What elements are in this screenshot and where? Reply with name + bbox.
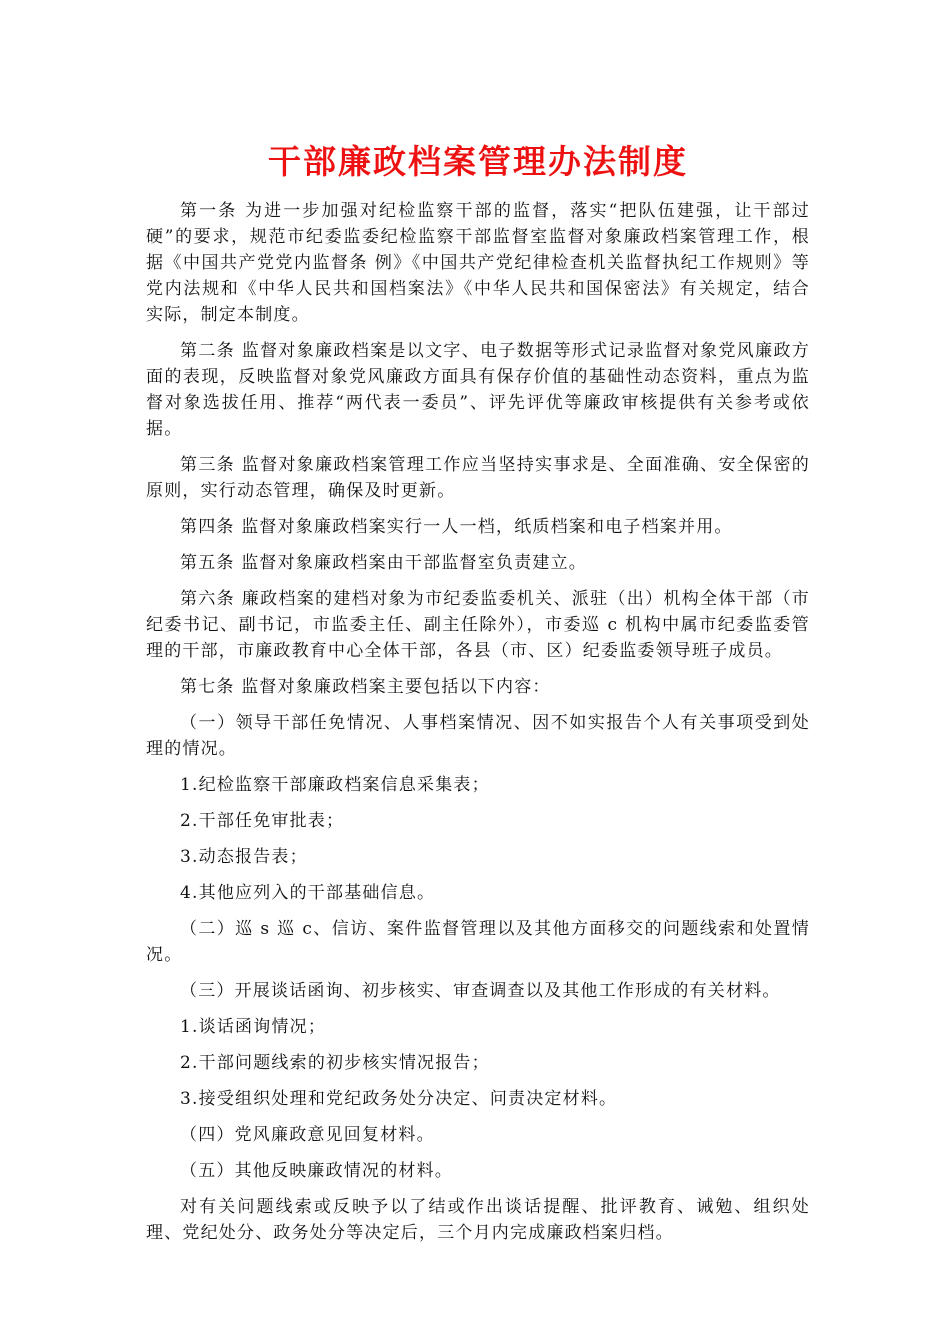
document-title: 干部廉政档案管理办法制度 bbox=[268, 142, 688, 181]
article-1: 第一条 为进一步加强对纪检监察干部的监督，落实“把队伍建强，让干部过硬”的要求，规范市纪委监委纪检监察干部监督室监督对象廉政档案管理工作，根据《中国共产党党内监督条 例》《中国共产党纪律检查机关监督执纪工作规则》等党内法规和《中华人民共和国档案法》《中华人民共和国保密法》有关规定，结合实际，制定本制度。 bbox=[146, 201, 810, 325]
section-5: （五）其他反映廉政情况的材料。 bbox=[180, 1161, 453, 1181]
list-item: 4.其他应列入的干部基础信息。 bbox=[180, 883, 436, 903]
article-4: 第四条 监督对象廉政档案实行一人一档，纸质档案和电子档案并用。 bbox=[180, 517, 733, 537]
list-item: 2.干部任免审批表； bbox=[180, 811, 345, 831]
document-page bbox=[146, 140, 810, 1256]
article-2: 第二条 监督对象廉政档案是以文字、电子数据等形式记录监督对象党风廉政方面的表现，反映监督对象党风廉政方面具有保存价值的基础性动态资料，重点为监督对象选拔任用、推荐“两代表一委员”、评先评优等廉政审核提供有关参考或依据。 bbox=[146, 341, 810, 439]
article-6: 第六条 廉政档案的建档对象为市纪委监委机关、派驻（出）机构全体干部（市纪委书记、副书记，市监委主任、副主任除外），市委巡 c 机构中属市纪委监委管理的干部，市廉政教育中心全体干部，各县（市、区）纪委监委领导班子成员。 bbox=[146, 589, 810, 661]
section-4: （四）党风廉政意见回复材料。 bbox=[180, 1125, 435, 1145]
section-1: （一）领导干部任免情况、人事档案情况、因不如实报告个人有关事项受到处理的情况。 bbox=[146, 713, 810, 759]
article-3: 第三条 监督对象廉政档案管理工作应当坚持实事求是、全面准确、安全保密的原则，实行动态管理，确保及时更新。 bbox=[146, 455, 810, 501]
article-7: 第七条 监督对象廉政档案主要包括以下内容： bbox=[180, 677, 551, 697]
article-5: 第五条 监督对象廉政档案由干部监督室负责建立。 bbox=[180, 553, 588, 573]
closing-paragraph: 对有关问题线索或反映予以了结或作出谈话提醒、批评教育、诫勉、组织处理、党纪处分、政务处分等决定后，三个月内完成廉政档案归档。 bbox=[146, 1197, 810, 1243]
section-2: （二）巡 s 巡 c、信访、案件监督管理以及其他方面移交的问题线索和处置情况。 bbox=[146, 919, 810, 965]
list-item: 3.接受组织处理和党纪政务处分决定、问责决定材料。 bbox=[180, 1089, 618, 1109]
section-3: （三）开展谈话函询、初步核实、审查调查以及其他工作形成的有关材料。 bbox=[180, 981, 781, 1001]
list-item: 1.纪检监察干部廉政档案信息采集表； bbox=[180, 775, 490, 795]
list-item: 2.干部问题线索的初步核实情况报告； bbox=[180, 1053, 490, 1073]
list-item: 1.谈话函询情况； bbox=[180, 1017, 327, 1037]
list-item: 3.动态报告表； bbox=[180, 847, 308, 867]
